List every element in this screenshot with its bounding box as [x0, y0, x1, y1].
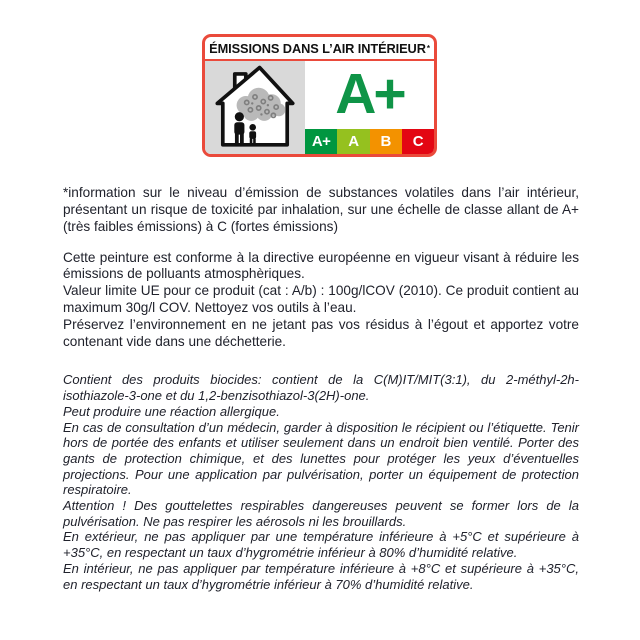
safety-paragraph: En cas de consultation d’un médecin, garder à disposition le récipient ou l’étiquette. Tenir hors de portée des enfants et utiliser seulement dans un endroit bien ventilé. Porter des gants de protection chimique, et des lunettes pour protéger les yeux d’éventuelles projections. Pour une application par pulvérisation, porter un équipement de protection respiratoire. — [63, 419, 579, 498]
footnote-paragraph: *information sur le niveau d’émission de substances volatiles dans l’air intérieur, présentant un risque de toxicité par inhalation, sur une échelle de classe allant de A+ (très faibles émissions) à C (fortes émissions) — [63, 185, 579, 235]
emission-scale — [305, 129, 434, 154]
safety-paragraph: Contient des produits biocides: contient de la C(M)IT/MIT(3:1), du 2-méthyl-2h-isothiazole-3-one et du 1,2-benzisothiazol-3(2H)-one. — [63, 372, 579, 404]
safety-paragraph: En extérieur, ne pas appliquer par une température inférieure à +5°C et supérieure à +35°C, en respectant un taux d’hygrométrie inférieur à 80% d’humidité relative. — [63, 529, 579, 561]
emission-rating-value: A+ — [335, 61, 404, 126]
emission-scale-cell-a: A — [337, 129, 369, 154]
emission-label-title-text: ÉMISSIONS DANS L’AIR INTÉRIEUR — [209, 40, 426, 56]
regulatory-paragraphs — [63, 250, 579, 351]
house-emissions-icon — [205, 61, 305, 154]
emission-label-title-asterisk: * — [426, 43, 430, 53]
regulatory-paragraph: Cette peinture est conforme à la directive européenne en vigueur visant à réduire les émissions de polluants atmosphèriques. — [63, 249, 579, 282]
regulatory-paragraph: Valeur limite UE pour ce produit (cat : A/b) : 100g/lCOV (2010). Ce produit contient au maximum 30g/l COV. Nettoyez vos outils à l’eau. — [63, 283, 579, 315]
safety-paragraph: En intérieur, ne pas appliquer par température inférieure à +8°C et supérieure à +35°C, en respectant un taux d’hygrométrie inférieur à 70% d’humidité relative. — [63, 560, 579, 592]
safety-paragraphs — [63, 372, 579, 592]
emission-label-title — [205, 37, 434, 61]
emission-label-body — [205, 61, 434, 154]
air-emission-label — [202, 34, 437, 157]
emission-rating-panel — [305, 61, 434, 154]
safety-paragraph: Attention ! Des gouttelettes respirables dangereuses peuvent se former lors de la pulvérisation. Ne pas respirer les aérosols ni les brouillards. — [63, 498, 579, 529]
emission-scale-cell-aplus: A+ — [305, 129, 337, 154]
safety-paragraph: Peut produire une réaction allergique. — [63, 403, 280, 419]
emission-scale-cell-c: C — [402, 129, 434, 154]
label-text-block — [63, 184, 579, 592]
regulatory-paragraph: Préservez l’environnement en ne jetant pas vos résidus à l’égout et apportez votre contenant vide dans une déchetterie. — [63, 316, 579, 349]
emission-scale-cell-b: B — [370, 129, 402, 154]
